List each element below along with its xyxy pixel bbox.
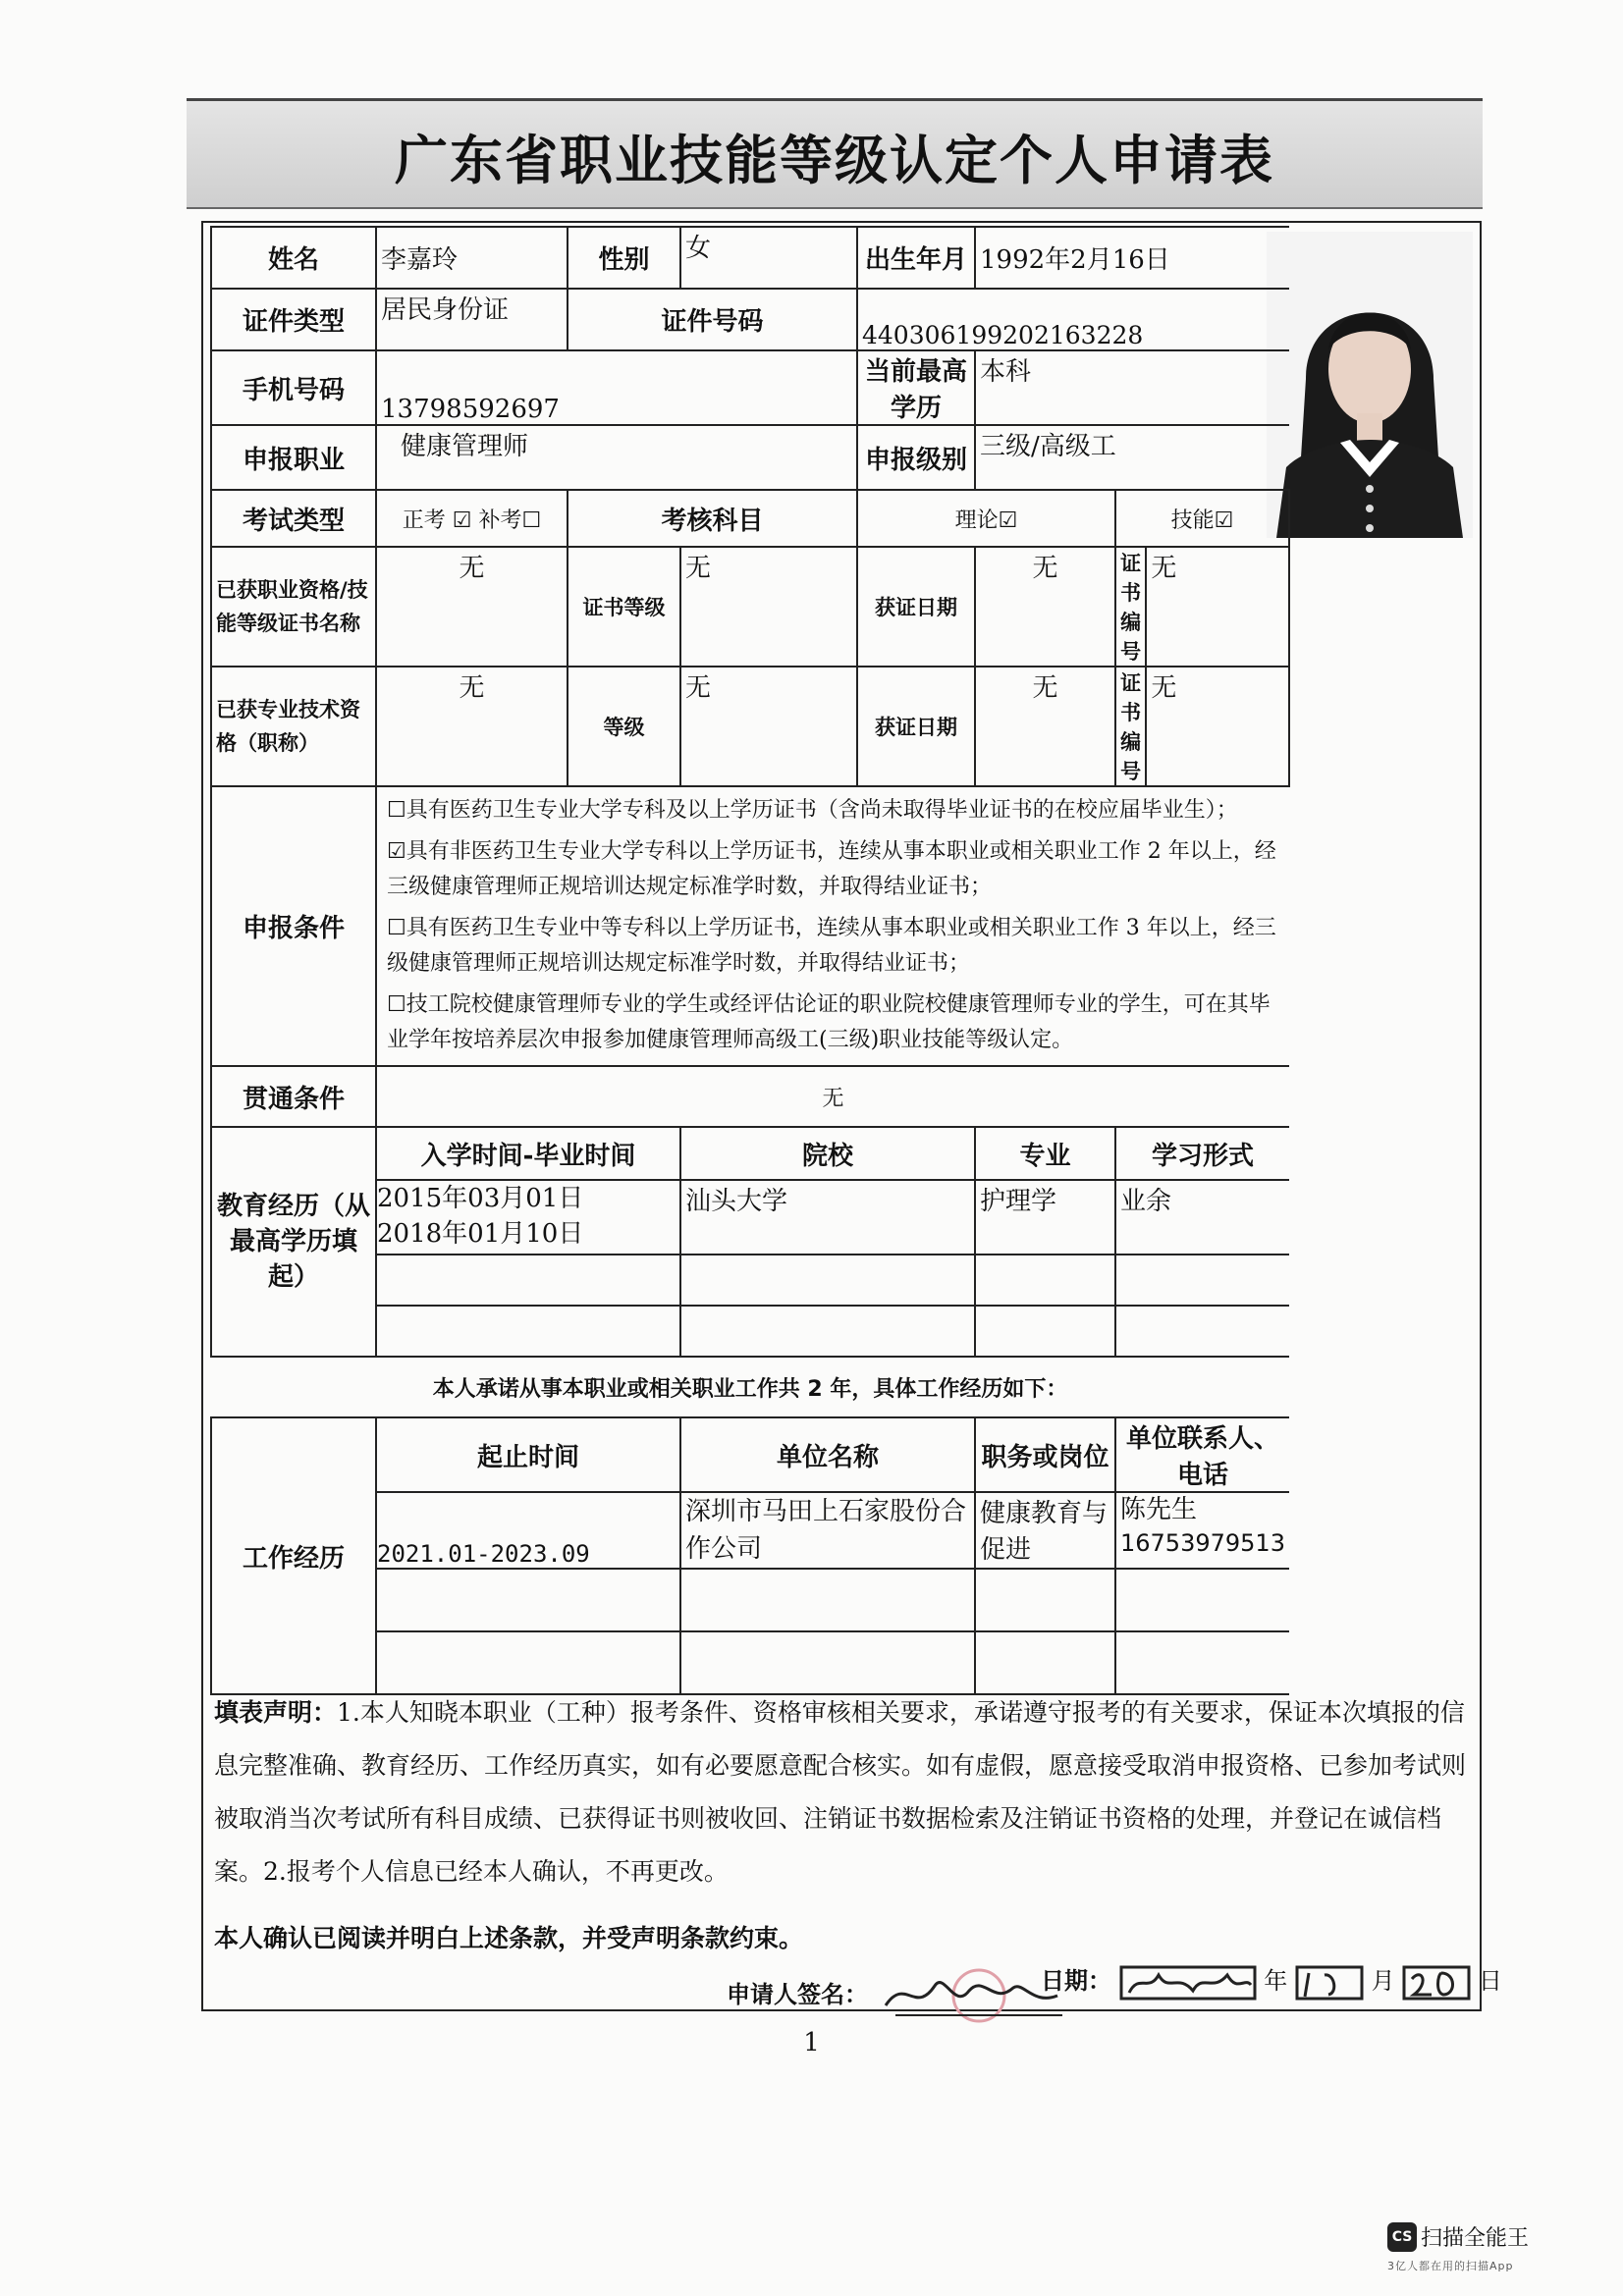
handwritten-day	[1402, 1963, 1471, 2002]
id-no-label: 证件号码	[568, 289, 857, 350]
work-empty-cell[interactable]	[975, 1631, 1115, 1694]
phone-label: 手机号码	[211, 350, 376, 425]
work-contact-cell[interactable]	[1115, 1492, 1289, 1569]
birth-label: 出生年月	[857, 227, 975, 289]
day-suffix: 日	[1478, 1967, 1502, 1995]
through-label: 贯通条件	[211, 1066, 376, 1127]
cert-level-label: 证书等级	[568, 547, 680, 667]
signature-area	[727, 1966, 1072, 2025]
edu-field[interactable]: 本科	[975, 350, 1289, 425]
edu-header-school: 院校	[680, 1127, 975, 1180]
id-type-field[interactable]: 居民身份证	[376, 289, 568, 350]
page-number: 1	[803, 2028, 820, 2057]
edu-period-cell[interactable]	[376, 1180, 680, 1255]
edu-school-field[interactable]: 汕头大学	[680, 1180, 975, 1255]
declaration-text: 1.本人知晓本职业（工种）报考条件、资格审核相关要求，承诺遵守报考的有关要求，保证本次填报的信息完整准确、教育经历、工作经历真实，如有必要愿意配合核实。如有虚假，愿意接受取消申报资格、已参加考试则被取消当次考试所有科目成绩、已获得证书则被收回、注销证书数据检索及注销证书资格的处理，并登记在诚信档案。2.报考个人信息已经本人确认，不再更改。	[214, 1698, 1467, 1886]
subject-skill[interactable]: 技能☑	[1115, 490, 1289, 547]
phone-field[interactable]: 13798592697	[376, 350, 857, 425]
date-label: 日期：	[1041, 1967, 1111, 1995]
cert-no2-label: 证书编号	[1115, 667, 1146, 786]
gender-field[interactable]: 女	[680, 227, 857, 289]
name-label: 姓名	[211, 227, 376, 289]
application-form	[210, 226, 1290, 1695]
edu-empty-cell[interactable]	[376, 1306, 680, 1357]
obtain-date-field[interactable]: 无	[975, 547, 1115, 667]
title-level-label: 等级	[568, 667, 680, 786]
work-unit-field[interactable]: 深圳市马田上石家股份合作公司	[680, 1492, 975, 1569]
edu-empty-cell[interactable]	[975, 1255, 1115, 1306]
education-label: 教育经历（从最高学历填起）	[211, 1127, 376, 1357]
work-label: 工作经历	[211, 1417, 376, 1694]
work-empty-cell[interactable]	[1115, 1569, 1289, 1631]
work-header-period: 起止时间	[376, 1417, 680, 1492]
applicant-photo	[1267, 232, 1473, 538]
occupation-label: 申报职业	[211, 425, 376, 490]
edu-form-field[interactable]: 业余	[1115, 1180, 1289, 1255]
pro-title-label: 已获专业技术资格（职称）	[211, 667, 376, 786]
signature-label: 申请人签名：	[727, 1981, 868, 2008]
edu-empty-cell[interactable]	[376, 1255, 680, 1306]
cert-no-field[interactable]: 无	[1146, 547, 1289, 667]
edu-header-major: 专业	[975, 1127, 1115, 1180]
edu-header-period: 入学时间-毕业时间	[376, 1127, 680, 1180]
title-bar	[187, 98, 1483, 209]
cs-logo-icon: CS	[1387, 2222, 1417, 2252]
declaration-head: 填表声明：	[214, 1698, 338, 1727]
declaration	[214, 1686, 1471, 1898]
portrait-image	[1267, 232, 1473, 538]
edu-start-date: 2015年03月01日	[377, 1184, 584, 1213]
cert-no-label: 证书编号	[1115, 547, 1146, 667]
conditions-list	[376, 786, 1289, 1066]
edu-empty-cell[interactable]	[1115, 1255, 1289, 1306]
condition-item[interactable]: ☑具有非医药卫生专业大学专科以上学历证书，连续从事本职业或相关职业工作 2 年以上，经三级健康管理师正规培训达规定标准学时数，并取得结业证书；	[387, 839, 1276, 899]
date-area	[1041, 1961, 1502, 2002]
obtain-date2-field[interactable]: 无	[975, 667, 1115, 786]
condition-item[interactable]: ☐技工院校健康管理师专业的学生或经评估论证的职业院校健康管理师专业的学生，可在其毕业学年按培养层次申报参加健康管理师高级工(三级)职业技能等级认定。	[387, 992, 1271, 1052]
watermark-sub: 3亿人都在用的扫描App	[1387, 2260, 1514, 2272]
work-header-unit: 单位名称	[680, 1417, 975, 1492]
year-suffix: 年	[1264, 1967, 1288, 1995]
through-field[interactable]: 无	[376, 1066, 1289, 1127]
name-field[interactable]: 李嘉玲	[376, 227, 568, 289]
edu-label: 当前最高学历	[857, 350, 975, 425]
work-header-contact: 单位联系人、电话	[1115, 1417, 1289, 1492]
work-empty-cell[interactable]	[376, 1569, 680, 1631]
work-header-post: 职务或岗位	[975, 1417, 1115, 1492]
cert-no2-field[interactable]: 无	[1146, 667, 1289, 786]
birth-field[interactable]: 1992年2月16日	[975, 227, 1289, 289]
work-promise: 本人承诺从事本职业或相关职业工作共 2 年，具体工作经历如下：	[211, 1357, 1289, 1417]
subject-theory[interactable]: 理论☑	[857, 490, 1115, 547]
obtain-date2-label: 获证日期	[857, 667, 975, 786]
work-period-field[interactable]: 2021.01-2023.09	[376, 1492, 680, 1569]
pro-title-field[interactable]: 无	[376, 667, 568, 786]
work-contact-phone: 16753979513	[1120, 1529, 1285, 1557]
level-field[interactable]: 三级/高级工	[975, 425, 1289, 490]
gender-label: 性别	[568, 227, 680, 289]
edu-empty-cell[interactable]	[680, 1255, 975, 1306]
condition-item[interactable]: ☐具有医药卫生专业中等专科以上学历证书，连续从事本职业或相关职业工作 3 年以上，经三级健康管理师正规培训达规定标准学时数，并取得结业证书；	[387, 916, 1276, 976]
exam-type-options[interactable]: 正考 ☑ 补考☐	[376, 490, 568, 547]
handwritten-year	[1119, 1963, 1257, 2002]
id-type-label: 证件类型	[211, 289, 376, 350]
cert-level-field[interactable]: 无	[680, 547, 857, 667]
id-no-field[interactable]: 440306199202163228	[857, 289, 1289, 350]
work-empty-cell[interactable]	[1115, 1631, 1289, 1694]
edu-header-form: 学习形式	[1115, 1127, 1289, 1180]
conditions-label: 申报条件	[211, 786, 376, 1066]
work-post-field[interactable]: 健康教育与促进	[975, 1492, 1115, 1569]
condition-item[interactable]: ☐具有医药卫生专业大学专科及以上学历证书（含尚未取得毕业证书的在校应届毕业生）；	[387, 798, 1238, 823]
watermark-name: 扫描全能王	[1421, 2226, 1530, 2251]
handwritten-month	[1295, 1963, 1364, 2002]
exam-type-label: 考试类型	[211, 490, 376, 547]
edu-empty-cell[interactable]	[680, 1306, 975, 1357]
work-empty-cell[interactable]	[975, 1569, 1115, 1631]
obtain-date-label: 获证日期	[857, 547, 975, 667]
work-empty-cell[interactable]	[680, 1631, 975, 1694]
work-empty-cell[interactable]	[376, 1631, 680, 1694]
qual-cert-label: 已获职业资格/技能等级证书名称	[211, 547, 376, 667]
subject-label: 考核科目	[568, 490, 857, 547]
month-suffix: 月	[1371, 1967, 1395, 1995]
edu-empty-cell[interactable]	[975, 1306, 1115, 1357]
confirm-statement: 本人确认已阅读并明白上述条款，并受声明条款约束。	[214, 1924, 804, 1952]
edu-empty-cell[interactable]	[1115, 1306, 1289, 1357]
scanner-watermark	[1387, 2221, 1529, 2273]
edu-major-field[interactable]: 护理学	[975, 1180, 1115, 1255]
form-title: 广东省职业技能等级认定个人申请表	[395, 130, 1274, 191]
edu-end-date: 2018年01月10日	[377, 1219, 584, 1249]
work-contact-name: 陈先生	[1120, 1495, 1198, 1524]
level-label: 申报级别	[857, 425, 975, 490]
work-empty-cell[interactable]	[680, 1569, 975, 1631]
title-level-field[interactable]: 无	[680, 667, 857, 786]
occupation-field[interactable]: 健康管理师	[376, 425, 857, 490]
qual-cert-field[interactable]: 无	[376, 547, 568, 667]
